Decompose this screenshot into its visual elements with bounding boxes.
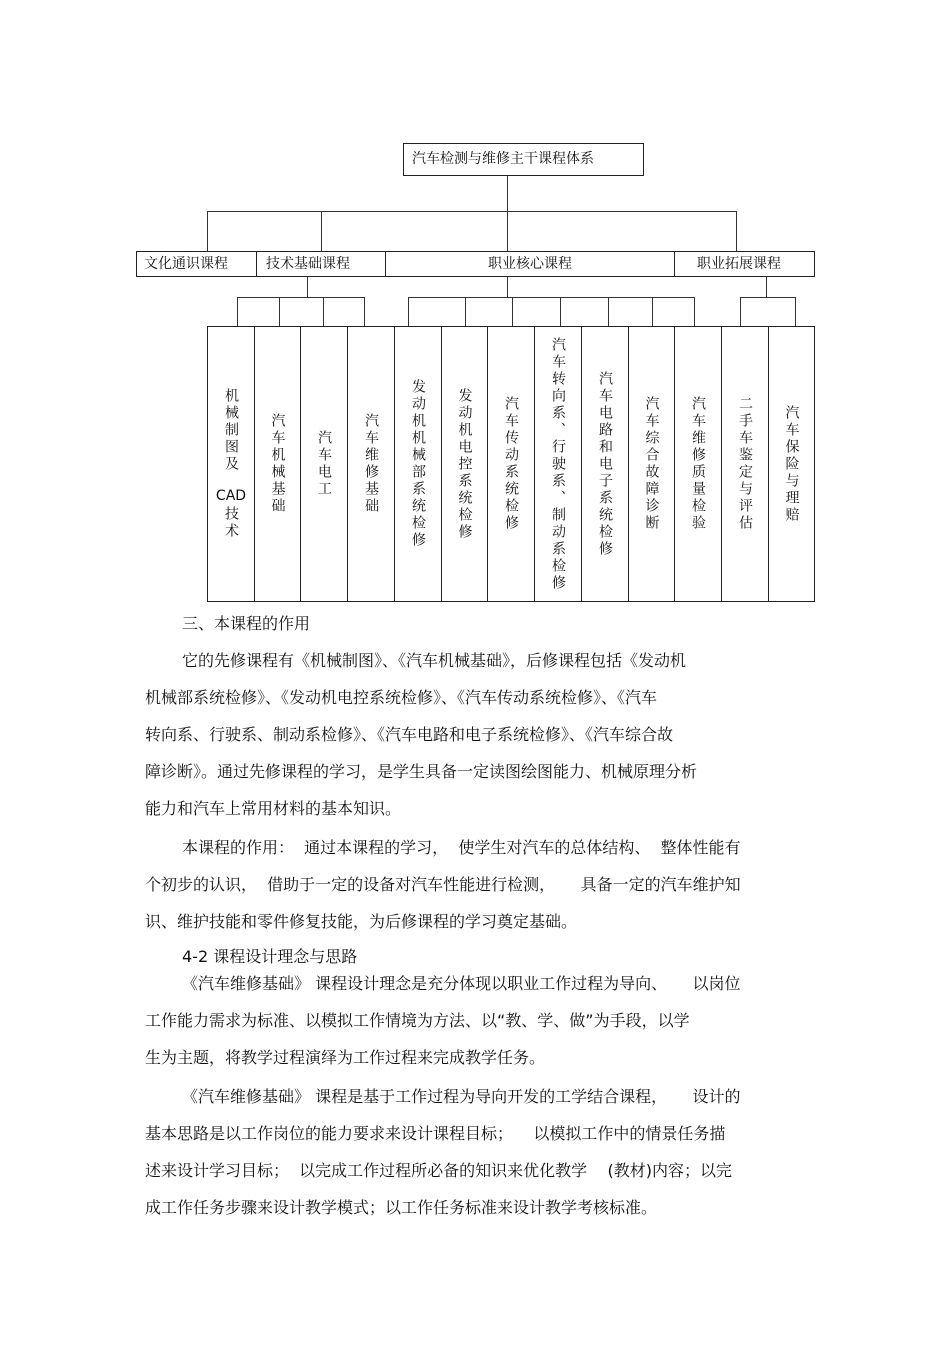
connector [736,211,737,251]
connector [321,211,322,251]
connector [237,297,365,298]
connector [207,211,208,251]
category-extension: 职业拓展课程 [674,251,815,277]
connector [323,297,324,326]
connector [694,297,695,326]
category-tech-basic: 技术基础课程 [256,251,386,277]
connector [766,277,767,298]
paragraph: 《汽车维修基础》 课程设计理念是充分体现以职业工作过程为导向、 以岗位 工作能力需求为标准、以模拟工作情境为方法、以“教、学、做”为手段，以学 生为主题，将教学过程演绎为工作过程来完成教学任务。 [145,974,741,1067]
connector [507,211,508,251]
leaf-engine-ecu-repair: 发动机电控系统检修 [441,326,488,602]
paragraph: 《汽车维修基础》 课程是基于工作过程为导向开发的工学结合课程， 设计的 基本思路是以工作岗位的能力要求来设计课程目标； 以模拟工作中的情景任务描 述来设计学习目标； 以完成工作过程所必备的知识来优化教学 (教材)内容；以完 成工作任务步骤来设计教学模式；以工作任务标准来设计教学考核标准。 [145,1087,741,1217]
connector [507,176,508,212]
category-general: 文化通识课程 [136,251,257,277]
connector [512,297,513,326]
connector [237,297,238,326]
leaf-electronics-repair: 汽车电路和电子系统检修 [581,326,629,602]
connector [307,277,308,298]
paragraph: 本课程的作用： 通过本课程的学习， 使学生对汽车的总体结构、 整体性能有 个初步的认识， 借助于一定的设备对汽车性能进行检测， 具备一定的汽车维护知 识、维护技能和零件修复技能，为后修课程的学习奠定基础。 [145,838,741,931]
leaf-auto-repair-basics: 汽车维修基础 [347,326,395,602]
connector [740,297,796,298]
connector [279,297,280,326]
diagram-root-box: 汽车检测与维修主干课程体系 [403,143,644,176]
connector [207,211,737,212]
category-core: 职业核心课程 [385,251,675,277]
leaf-fault-diagnosis: 汽车综合故障诊断 [628,326,675,602]
paragraph: 它的先修课程有《机械制图》、《汽车机械基础》，后修课程包括《发动机 机械部系统检修》、《发动机电控系统检修》、《汽车传动系统检修》、《汽车 转向系、行驶系、制动系检修》、《汽车电路和电子系统检修》、《汽车综合故 障诊断》。通过先修课程的学习，是学生具备一定读图绘图能力、机械原理分析 能力和汽车上常用材料的基本知识。 [145,651,698,818]
leaf-quality-inspection: 汽车维修质量检验 [674,326,722,602]
leaf-used-car-appraisal: 二手车鉴定与评估 [721,326,769,602]
curriculum-diagram [0,0,950,610]
connector [652,297,653,326]
connector [408,297,409,326]
connector [507,277,508,298]
leaf-steering-brake-repair: 汽车转向系、行驶系、制动系检修 [534,326,582,602]
connector [608,297,609,326]
leaf-insurance-claims: 汽车保险与理赔 [768,326,815,602]
leaf-mechanical-drawing-cad: 机械制图及 CAD 技术 [207,326,255,602]
section-heading: 4-2 课程设计理念与思路 [182,947,358,966]
connector [740,297,741,326]
connector [560,297,561,326]
leaf-auto-mechanics-basics: 汽车机械基础 [254,326,301,602]
connector [795,297,796,326]
section-heading: 三、本课程的作用 [182,614,311,633]
leaf-engine-mechanical-repair: 发动机机械部系统检修 [394,326,442,602]
leaf-transmission-repair: 汽车传动系统检修 [487,326,535,602]
connector [364,297,365,326]
connector [465,297,466,326]
leaf-auto-electrics: 汽车电工 [300,326,348,602]
